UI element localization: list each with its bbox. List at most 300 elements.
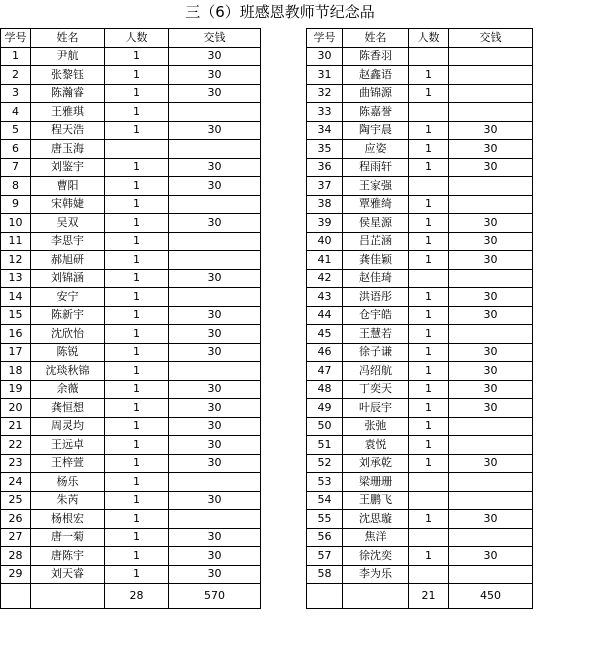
student-name-cell[interactable]: 杨根宏	[31, 510, 105, 529]
money-cell[interactable]: 30	[449, 232, 533, 251]
count-cell[interactable]: 1	[409, 343, 449, 362]
count-cell[interactable]: 1	[409, 214, 449, 233]
money-cell[interactable]	[449, 177, 533, 196]
count-cell[interactable]: 1	[105, 436, 169, 455]
count-cell[interactable]: 1	[409, 325, 449, 344]
student-name-cell[interactable]: 杨乐	[31, 473, 105, 492]
student-name-cell[interactable]: 吕芷涵	[343, 232, 409, 251]
student-id-cell[interactable]: 15	[1, 306, 31, 325]
student-name-cell[interactable]: 应姿	[343, 140, 409, 159]
trailing-cell[interactable]	[533, 565, 568, 584]
count-cell[interactable]	[409, 491, 449, 510]
money-cell[interactable]: 30	[449, 121, 533, 140]
money-cell[interactable]	[449, 417, 533, 436]
student-id-cell[interactable]: 39	[307, 214, 343, 233]
count-cell[interactable]: 1	[105, 103, 169, 122]
student-name-cell[interactable]: 陶宇晨	[343, 121, 409, 140]
count-cell[interactable]: 1	[105, 510, 169, 529]
money-cell[interactable]: 30	[169, 417, 261, 436]
count-cell[interactable]: 1	[409, 251, 449, 270]
money-cell[interactable]	[169, 232, 261, 251]
gap-cell[interactable]	[261, 380, 307, 399]
money-cell[interactable]: 30	[449, 454, 533, 473]
gap-cell[interactable]	[261, 288, 307, 307]
student-name-cell[interactable]: 张黎钰	[31, 66, 105, 85]
gap-cell[interactable]	[261, 584, 307, 609]
header-count-right[interactable]: 人数	[409, 29, 449, 48]
student-name-cell[interactable]: 唐一菊	[31, 528, 105, 547]
count-cell[interactable]	[409, 565, 449, 584]
student-id-cell[interactable]: 9	[1, 195, 31, 214]
money-cell[interactable]: 30	[169, 380, 261, 399]
trailing-cell[interactable]	[533, 528, 568, 547]
student-name-cell[interactable]: 冯绍航	[343, 362, 409, 381]
money-cell[interactable]: 30	[169, 66, 261, 85]
money-cell[interactable]: 30	[169, 306, 261, 325]
count-cell[interactable]: 1	[105, 121, 169, 140]
student-name-cell[interactable]: 沈思璇	[343, 510, 409, 529]
student-id-cell[interactable]: 51	[307, 436, 343, 455]
trailing-cell[interactable]	[533, 343, 568, 362]
money-cell[interactable]: 30	[449, 547, 533, 566]
count-cell[interactable]: 1	[105, 158, 169, 177]
student-id-cell[interactable]: 38	[307, 195, 343, 214]
trailing-cell[interactable]	[533, 325, 568, 344]
money-cell[interactable]: 30	[169, 214, 261, 233]
count-cell[interactable]: 1	[105, 454, 169, 473]
student-id-cell[interactable]: 22	[1, 436, 31, 455]
count-cell[interactable]: 1	[409, 66, 449, 85]
student-id-cell[interactable]: 19	[1, 380, 31, 399]
trailing-cell[interactable]	[533, 232, 568, 251]
money-cell[interactable]: 30	[169, 547, 261, 566]
student-name-cell[interactable]: 袁悦	[343, 436, 409, 455]
money-cell[interactable]: 30	[449, 399, 533, 418]
gap-cell[interactable]	[261, 547, 307, 566]
gap-cell[interactable]	[261, 103, 307, 122]
money-cell[interactable]	[449, 325, 533, 344]
money-cell[interactable]	[449, 84, 533, 103]
trailing-cell[interactable]	[533, 584, 568, 609]
money-cell[interactable]: 30	[169, 158, 261, 177]
trailing-cell[interactable]	[533, 103, 568, 122]
student-id-cell[interactable]: 25	[1, 491, 31, 510]
header-money-right[interactable]: 交钱	[449, 29, 533, 48]
trailing-cell[interactable]	[533, 66, 568, 85]
student-id-cell[interactable]: 16	[1, 325, 31, 344]
trailing-cell[interactable]	[533, 547, 568, 566]
gap-cell[interactable]	[261, 177, 307, 196]
student-id-cell[interactable]: 29	[1, 565, 31, 584]
gap-cell[interactable]	[261, 269, 307, 288]
money-cell[interactable]	[169, 251, 261, 270]
trailing-cell[interactable]	[533, 436, 568, 455]
count-cell[interactable]: 1	[409, 436, 449, 455]
student-name-cell[interactable]: 刘鉴宇	[31, 158, 105, 177]
gap-cell[interactable]	[261, 491, 307, 510]
student-id-cell[interactable]: 23	[1, 454, 31, 473]
count-cell[interactable]	[409, 103, 449, 122]
money-cell[interactable]: 30	[169, 84, 261, 103]
total-money-cell[interactable]: 450	[449, 584, 533, 609]
count-cell[interactable]: 1	[409, 158, 449, 177]
trailing-cell[interactable]	[533, 195, 568, 214]
gap-cell[interactable]	[261, 47, 307, 66]
student-id-cell[interactable]: 48	[307, 380, 343, 399]
gap-cell[interactable]	[261, 158, 307, 177]
gap-cell[interactable]	[261, 214, 307, 233]
student-name-cell[interactable]: 余薇	[31, 380, 105, 399]
money-cell[interactable]	[169, 473, 261, 492]
gap-cell[interactable]	[261, 417, 307, 436]
student-name-cell[interactable]: 陈瀚睿	[31, 84, 105, 103]
count-cell[interactable]: 1	[105, 325, 169, 344]
student-id-cell[interactable]: 18	[1, 362, 31, 381]
gap-cell[interactable]	[261, 399, 307, 418]
student-id-cell[interactable]: 1	[1, 47, 31, 66]
count-cell[interactable]: 1	[409, 380, 449, 399]
money-cell[interactable]: 30	[449, 380, 533, 399]
student-id-cell[interactable]: 44	[307, 306, 343, 325]
student-name-cell[interactable]: 王慧若	[343, 325, 409, 344]
money-cell[interactable]: 30	[169, 47, 261, 66]
gap-cell[interactable]	[261, 528, 307, 547]
student-name-cell[interactable]: 龚恒想	[31, 399, 105, 418]
student-id-cell[interactable]: 11	[1, 232, 31, 251]
money-cell[interactable]: 30	[169, 454, 261, 473]
count-cell[interactable]: 1	[105, 362, 169, 381]
student-name-cell[interactable]: 覃雅绮	[343, 195, 409, 214]
money-cell[interactable]	[169, 510, 261, 529]
count-cell[interactable]: 1	[409, 232, 449, 251]
student-name-cell[interactable]: 刘锦涵	[31, 269, 105, 288]
count-cell[interactable]: 1	[105, 214, 169, 233]
count-cell[interactable]: 1	[105, 47, 169, 66]
student-name-cell[interactable]: 朱芮	[31, 491, 105, 510]
money-cell[interactable]	[449, 528, 533, 547]
count-cell[interactable]: 1	[105, 84, 169, 103]
student-name-cell[interactable]: 王梓萱	[31, 454, 105, 473]
count-cell[interactable]: 1	[409, 362, 449, 381]
money-cell[interactable]	[169, 195, 261, 214]
count-cell[interactable]: 1	[105, 195, 169, 214]
count-cell[interactable]: 1	[105, 306, 169, 325]
student-id-cell[interactable]: 27	[1, 528, 31, 547]
student-id-cell[interactable]: 53	[307, 473, 343, 492]
student-id-cell[interactable]: 33	[307, 103, 343, 122]
blank-cell[interactable]	[31, 584, 105, 609]
money-cell[interactable]	[449, 473, 533, 492]
student-name-cell[interactable]: 沈欣怡	[31, 325, 105, 344]
header-count[interactable]: 人数	[105, 29, 169, 48]
student-name-cell[interactable]: 龚佳颖	[343, 251, 409, 270]
student-name-cell[interactable]: 徐沈奕	[343, 547, 409, 566]
money-cell[interactable]: 30	[449, 158, 533, 177]
gap-cell[interactable]	[261, 362, 307, 381]
student-name-cell[interactable]: 曲锦源	[343, 84, 409, 103]
student-name-cell[interactable]: 郝旭研	[31, 251, 105, 270]
student-id-cell[interactable]: 30	[307, 47, 343, 66]
count-cell[interactable]	[409, 47, 449, 66]
header-name-right[interactable]: 姓名	[343, 29, 409, 48]
student-id-cell[interactable]: 17	[1, 343, 31, 362]
count-cell[interactable]: 1	[105, 269, 169, 288]
count-cell[interactable]	[409, 473, 449, 492]
trailing-cell[interactable]	[533, 251, 568, 270]
trailing-cell[interactable]	[533, 214, 568, 233]
money-cell[interactable]	[449, 195, 533, 214]
student-id-cell[interactable]: 57	[307, 547, 343, 566]
student-name-cell[interactable]: 陈新宇	[31, 306, 105, 325]
money-cell[interactable]	[449, 269, 533, 288]
money-cell[interactable]	[169, 362, 261, 381]
money-cell[interactable]: 30	[169, 399, 261, 418]
gap-cell[interactable]	[261, 454, 307, 473]
student-id-cell[interactable]: 5	[1, 121, 31, 140]
count-cell[interactable]	[105, 140, 169, 159]
trailing-cell[interactable]	[533, 417, 568, 436]
student-name-cell[interactable]: 王远卓	[31, 436, 105, 455]
student-id-cell[interactable]: 58	[307, 565, 343, 584]
gap-cell[interactable]	[261, 343, 307, 362]
student-id-cell[interactable]: 3	[1, 84, 31, 103]
student-name-cell[interactable]: 唐玉海	[31, 140, 105, 159]
trailing-cell[interactable]	[533, 399, 568, 418]
student-id-cell[interactable]: 24	[1, 473, 31, 492]
count-cell[interactable]: 1	[105, 232, 169, 251]
student-name-cell[interactable]: 侯星源	[343, 214, 409, 233]
student-name-cell[interactable]: 王雅琪	[31, 103, 105, 122]
gap-cell[interactable]	[261, 436, 307, 455]
money-cell[interactable]	[169, 288, 261, 307]
trailing-cell[interactable]	[533, 491, 568, 510]
student-name-cell[interactable]: 陈嘉誉	[343, 103, 409, 122]
count-cell[interactable]	[409, 177, 449, 196]
gap-cell[interactable]	[261, 66, 307, 85]
student-name-cell[interactable]: 周灵均	[31, 417, 105, 436]
student-id-cell[interactable]: 20	[1, 399, 31, 418]
student-name-cell[interactable]: 叶辰宇	[343, 399, 409, 418]
money-cell[interactable]: 30	[169, 565, 261, 584]
student-id-cell[interactable]: 8	[1, 177, 31, 196]
money-cell[interactable]: 30	[169, 121, 261, 140]
header-money[interactable]: 交钱	[169, 29, 261, 48]
student-id-cell[interactable]: 26	[1, 510, 31, 529]
student-name-cell[interactable]: 丁奕天	[343, 380, 409, 399]
trailing-cell[interactable]	[533, 473, 568, 492]
student-id-cell[interactable]: 56	[307, 528, 343, 547]
student-id-cell[interactable]: 49	[307, 399, 343, 418]
student-name-cell[interactable]: 刘承乾	[343, 454, 409, 473]
blank-cell[interactable]	[343, 584, 409, 609]
student-name-cell[interactable]: 李思宇	[31, 232, 105, 251]
student-id-cell[interactable]: 54	[307, 491, 343, 510]
trailing-cell[interactable]	[533, 177, 568, 196]
student-name-cell[interactable]: 程天浩	[31, 121, 105, 140]
count-cell[interactable]: 1	[409, 306, 449, 325]
total-count-cell[interactable]: 28	[105, 584, 169, 609]
money-cell[interactable]: 30	[169, 491, 261, 510]
student-id-cell[interactable]: 42	[307, 269, 343, 288]
money-cell[interactable]	[449, 565, 533, 584]
trailing-cell[interactable]	[533, 29, 568, 48]
trailing-cell[interactable]	[533, 454, 568, 473]
gap-cell[interactable]	[261, 325, 307, 344]
money-cell[interactable]	[449, 66, 533, 85]
student-id-cell[interactable]: 2	[1, 66, 31, 85]
student-id-cell[interactable]: 45	[307, 325, 343, 344]
count-cell[interactable]: 1	[105, 491, 169, 510]
count-cell[interactable]: 1	[409, 399, 449, 418]
student-name-cell[interactable]: 李为乐	[343, 565, 409, 584]
student-name-cell[interactable]: 刘天睿	[31, 565, 105, 584]
student-id-cell[interactable]: 7	[1, 158, 31, 177]
gap-cell[interactable]	[261, 565, 307, 584]
student-id-cell[interactable]: 47	[307, 362, 343, 381]
money-cell[interactable]	[449, 103, 533, 122]
total-count-cell[interactable]: 21	[409, 584, 449, 609]
count-cell[interactable]: 1	[105, 565, 169, 584]
money-cell[interactable]: 30	[169, 436, 261, 455]
student-id-cell[interactable]: 13	[1, 269, 31, 288]
gap-cell[interactable]	[261, 232, 307, 251]
count-cell[interactable]: 1	[409, 547, 449, 566]
money-cell[interactable]: 30	[449, 214, 533, 233]
student-id-cell[interactable]: 28	[1, 547, 31, 566]
header-name[interactable]: 姓名	[31, 29, 105, 48]
gap-cell[interactable]	[261, 121, 307, 140]
count-cell[interactable]: 1	[105, 380, 169, 399]
trailing-cell[interactable]	[533, 47, 568, 66]
money-cell[interactable]: 30	[449, 510, 533, 529]
student-name-cell[interactable]: 曹阳	[31, 177, 105, 196]
trailing-cell[interactable]	[533, 121, 568, 140]
header-id[interactable]: 学号	[1, 29, 31, 48]
money-cell[interactable]: 30	[449, 251, 533, 270]
student-name-cell[interactable]: 徐子谦	[343, 343, 409, 362]
trailing-cell[interactable]	[533, 306, 568, 325]
student-name-cell[interactable]: 赵鑫语	[343, 66, 409, 85]
count-cell[interactable]: 1	[409, 454, 449, 473]
money-cell[interactable]	[449, 436, 533, 455]
trailing-cell[interactable]	[533, 288, 568, 307]
gap-cell[interactable]	[261, 29, 307, 48]
gap-cell[interactable]	[261, 84, 307, 103]
student-id-cell[interactable]: 21	[1, 417, 31, 436]
count-cell[interactable]: 1	[105, 66, 169, 85]
student-name-cell[interactable]: 尹航	[31, 47, 105, 66]
count-cell[interactable]: 1	[409, 510, 449, 529]
count-cell[interactable]: 1	[409, 140, 449, 159]
money-cell[interactable]	[449, 47, 533, 66]
student-id-cell[interactable]: 31	[307, 66, 343, 85]
student-name-cell[interactable]: 洪语彤	[343, 288, 409, 307]
count-cell[interactable]: 1	[105, 343, 169, 362]
trailing-cell[interactable]	[533, 362, 568, 381]
money-cell[interactable]: 30	[449, 288, 533, 307]
blank-cell[interactable]	[307, 584, 343, 609]
student-name-cell[interactable]: 梁珊珊	[343, 473, 409, 492]
money-cell[interactable]: 30	[449, 140, 533, 159]
money-cell[interactable]	[169, 140, 261, 159]
count-cell[interactable]: 1	[105, 547, 169, 566]
count-cell[interactable]: 1	[105, 528, 169, 547]
student-id-cell[interactable]: 6	[1, 140, 31, 159]
money-cell[interactable]: 30	[169, 325, 261, 344]
money-cell[interactable]	[449, 491, 533, 510]
student-id-cell[interactable]: 34	[307, 121, 343, 140]
student-id-cell[interactable]: 4	[1, 103, 31, 122]
student-name-cell[interactable]: 王家强	[343, 177, 409, 196]
student-name-cell[interactable]: 宋韩婕	[31, 195, 105, 214]
student-id-cell[interactable]: 43	[307, 288, 343, 307]
student-name-cell[interactable]: 陈香羽	[343, 47, 409, 66]
count-cell[interactable]: 1	[105, 288, 169, 307]
money-cell[interactable]: 30	[449, 362, 533, 381]
trailing-cell[interactable]	[533, 269, 568, 288]
count-cell[interactable]: 1	[409, 195, 449, 214]
money-cell[interactable]: 30	[449, 343, 533, 362]
count-cell[interactable]	[409, 528, 449, 547]
student-id-cell[interactable]: 55	[307, 510, 343, 529]
count-cell[interactable]: 1	[409, 288, 449, 307]
money-cell[interactable]: 30	[169, 269, 261, 288]
student-name-cell[interactable]: 沈琰秋锦	[31, 362, 105, 381]
gap-cell[interactable]	[261, 306, 307, 325]
gap-cell[interactable]	[261, 140, 307, 159]
trailing-cell[interactable]	[533, 84, 568, 103]
count-cell[interactable]: 1	[409, 121, 449, 140]
student-id-cell[interactable]: 14	[1, 288, 31, 307]
money-cell[interactable]: 30	[449, 306, 533, 325]
student-name-cell[interactable]: 仓宇皓	[343, 306, 409, 325]
student-id-cell[interactable]: 10	[1, 214, 31, 233]
count-cell[interactable]: 1	[409, 84, 449, 103]
student-id-cell[interactable]: 37	[307, 177, 343, 196]
count-cell[interactable]: 1	[105, 417, 169, 436]
student-id-cell[interactable]: 41	[307, 251, 343, 270]
student-name-cell[interactable]: 赵佳琦	[343, 269, 409, 288]
student-name-cell[interactable]: 焦洋	[343, 528, 409, 547]
student-id-cell[interactable]: 35	[307, 140, 343, 159]
gap-cell[interactable]	[261, 510, 307, 529]
total-money-cell[interactable]: 570	[169, 584, 261, 609]
count-cell[interactable]: 1	[105, 251, 169, 270]
money-cell[interactable]: 30	[169, 177, 261, 196]
header-id-right[interactable]: 学号	[307, 29, 343, 48]
count-cell[interactable]: 1	[105, 177, 169, 196]
trailing-cell[interactable]	[533, 510, 568, 529]
student-id-cell[interactable]: 40	[307, 232, 343, 251]
student-name-cell[interactable]: 安宁	[31, 288, 105, 307]
gap-cell[interactable]	[261, 473, 307, 492]
count-cell[interactable]	[409, 269, 449, 288]
student-id-cell[interactable]: 52	[307, 454, 343, 473]
trailing-cell[interactable]	[533, 158, 568, 177]
student-name-cell[interactable]: 吴双	[31, 214, 105, 233]
student-id-cell[interactable]: 36	[307, 158, 343, 177]
trailing-cell[interactable]	[533, 140, 568, 159]
trailing-cell[interactable]	[533, 380, 568, 399]
money-cell[interactable]: 30	[169, 343, 261, 362]
gap-cell[interactable]	[261, 195, 307, 214]
student-id-cell[interactable]: 32	[307, 84, 343, 103]
student-name-cell[interactable]: 张弛	[343, 417, 409, 436]
student-name-cell[interactable]: 王鹏飞	[343, 491, 409, 510]
money-cell[interactable]: 30	[169, 528, 261, 547]
count-cell[interactable]: 1	[105, 399, 169, 418]
blank-cell[interactable]	[1, 584, 31, 609]
